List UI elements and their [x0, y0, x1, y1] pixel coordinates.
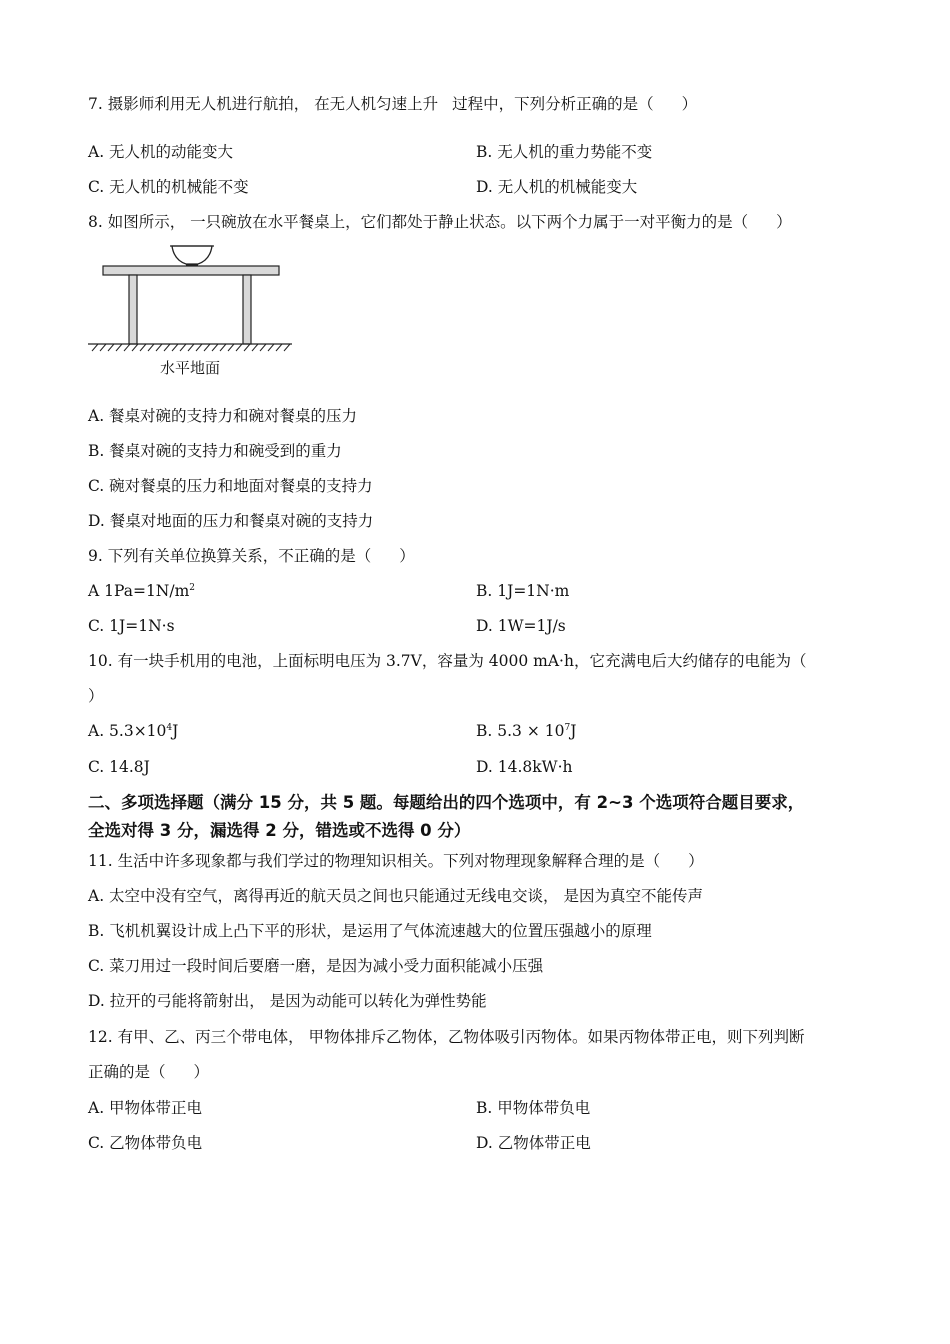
- q11-option-a: A. 太空中没有空气，离得再近的航天员之间也只能通过无线电交谈， 是因为真空不能传声: [88, 887, 703, 905]
- table-leg-left: [129, 275, 137, 344]
- q12-option-d: D. 乙物体带正电: [476, 1134, 591, 1152]
- q11-stem: [88, 851, 704, 871]
- q11-option-c: C. 菜刀用过一段时间后要磨一磨，是因为减小受力面积能减小压强: [88, 957, 544, 975]
- q10-option-c: C. 14.8J: [88, 758, 150, 776]
- q12-stem-close: ）: [193, 1063, 210, 1081]
- q8-option-c: C. 碗对餐桌的压力和地面对餐桌的支持力: [88, 477, 373, 495]
- q9-option-c: C. 1J=1N·s: [88, 617, 175, 635]
- q10-stem-close: ）: [88, 687, 104, 705]
- q7-option-a: A. 无人机的动能变大: [88, 143, 234, 161]
- q9-stem-close: ）: [399, 547, 415, 565]
- table-leg-right: [243, 275, 251, 344]
- q10-option-b-sup: 7: [564, 723, 571, 733]
- q9-option-d: D. 1W=1J/s: [476, 617, 566, 635]
- q7-stem-close: ）: [681, 95, 698, 113]
- q11-stem-text: 11. 生活中许多现象都与我们学过的物理知识相关。下列对物理现象解释合理的是（: [88, 852, 661, 870]
- q7-stem-part1: 7. 摄影师利用无人机进行航拍， 在无人机匀速上升: [88, 95, 439, 113]
- q12-stem-line2: [88, 1062, 209, 1082]
- bowl-shape: [172, 246, 212, 264]
- q10-option-b: [476, 721, 576, 741]
- q12-option-c: C. 乙物体带负电: [88, 1134, 203, 1152]
- q12-stem-line1: 12. 有甲、乙、丙三个带电体， 甲物体排斥乙物体，乙物体吸引丙物体。如果丙物体带正电，则下列判断: [88, 1028, 805, 1046]
- q12-stem-text: 正确的是（: [88, 1063, 166, 1081]
- q8-stem-close: ）: [776, 213, 792, 231]
- q9-option-b: B. 1J=1N·m: [476, 582, 570, 600]
- q8-stem: [88, 212, 792, 232]
- q10-stem: 10. 有一块手机用的电池，上面标明电压为 3.7V，容量为 4000 mA·h，它充满电后大约储存的电能为（: [88, 652, 807, 670]
- q8-option-d: D. 餐桌对地面的压力和餐桌对碗的支持力: [88, 512, 374, 530]
- q9-option-a-sup: 2: [189, 583, 196, 593]
- q9-option-a-text: A 1Pa=1N/m: [88, 582, 190, 600]
- q12-option-b: B. 甲物体带负电: [476, 1099, 591, 1117]
- q10-option-b-unit: J: [570, 722, 577, 740]
- q10-option-a-sup: 4: [166, 723, 173, 733]
- ground-hatching: [92, 344, 290, 351]
- q11-option-d: D. 拉开的弓能将箭射出， 是因为动能可以转化为弹性势能: [88, 992, 487, 1010]
- q8-option-a: A. 餐桌对碗的支持力和碗对餐桌的压力: [88, 407, 358, 425]
- q7-option-d: D. 无人机的机械能变大: [476, 178, 638, 196]
- q12-option-a: A. 甲物体带正电: [88, 1099, 203, 1117]
- table-top: [103, 266, 279, 275]
- q7-option-b: B. 无人机的重力势能不变: [476, 143, 653, 161]
- q11-stem-close: ）: [688, 852, 704, 870]
- q11-option-b: B. 飞机机翼设计成上凸下平的形状，是运用了气体流速越大的位置压强越小的原理: [88, 922, 652, 940]
- q7-stem-part2: 过程中，下列分析正确的是（: [452, 95, 654, 113]
- q10-option-d: D. 14.8kW·h: [476, 758, 573, 776]
- q9-stem: [88, 546, 415, 566]
- q8-stem-text: 8. 如图所示， 一只碗放在水平餐桌上，它们都处于静止状态。以下两个力属于一对平衡力的是（: [88, 213, 749, 231]
- q10-option-a-text: A. 5.3×10: [88, 722, 167, 740]
- figure-caption: 水平地面: [160, 359, 221, 377]
- q9-stem-text: 9. 下列有关单位换算关系，不正确的是（: [88, 547, 372, 565]
- q10-option-a-unit: J: [172, 722, 179, 740]
- q7-option-c: C. 无人机的机械能不变: [88, 178, 249, 196]
- q8-option-b: B. 餐桌对碗的支持力和碗受到的重力: [88, 442, 342, 460]
- q7-stem: [88, 94, 697, 114]
- section2-heading-line2: 全选对得 3 分，漏选得 2 分，错选或不选得 0 分）: [88, 821, 471, 840]
- section2-heading-line1: 二、多项选择题（满分 15 分，共 5 题。每题给出的四个选项中，有 2~3 个选项符合题目要求，: [88, 793, 805, 812]
- q10-option-b-text: B. 5.3 × 10: [476, 722, 565, 740]
- q10-option-a: [88, 721, 178, 741]
- q9-option-a: [88, 581, 195, 601]
